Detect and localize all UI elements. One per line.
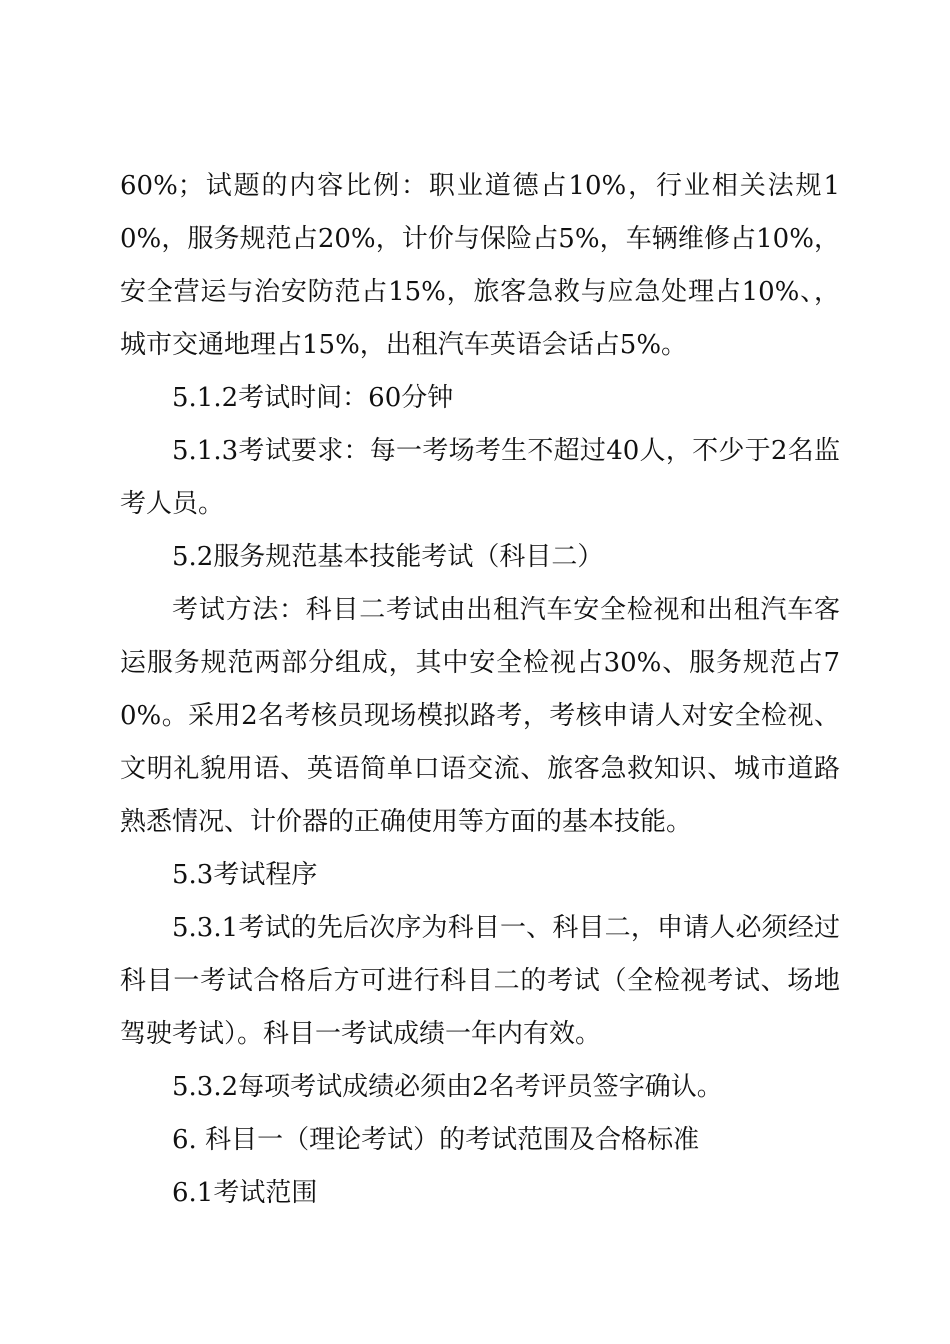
paragraph-exam-requirements: 5.1.3考试要求：每一考场考生不超过40人，不少于2名监考人员。 [120, 436, 840, 519]
heading-section-5-2: 5.2服务规范基本技能考试（科目二） [172, 542, 604, 572]
document-body [120, 160, 840, 1220]
paragraph-score-confirmation: 5.3.2每项考试成绩必须由2名考评员签字确认。 [172, 1072, 723, 1102]
paragraph-exam-content-ratio: 60%；试题的内容比例：职业道德占10%，行业相关法规10%，服务规范占20%，计价与保险占5%，车辆维修占10%，安全营运与治安防范占15%，旅客急救与应急处理占10%、，城市交通地理占15%，出租汽车英语会话占5%。 [120, 171, 840, 360]
paragraph-exam-time: 5.1.2考试时间：60分钟 [172, 383, 454, 413]
heading-section-5-3: 5.3考试程序 [172, 860, 318, 890]
heading-section-6-1: 6.1考试范围 [172, 1178, 318, 1208]
paragraph-exam-order: 5.3.1考试的先后次序为科目一、科目二，申请人必须经过科目一考试合格后方可进行科目二的考试（全检视考试、场地驾驶考试）。科目一考试成绩一年内有效。 [120, 913, 840, 1049]
heading-section-6: 6. 科目一（理论考试）的考试范围及合格标准 [172, 1125, 700, 1155]
paragraph-exam-method: 考试方法：科目二考试由出租汽车安全检视和出租汽车客运服务规范两部分组成，其中安全检视占30%、服务规范占70%。采用2名考核员现场模拟路考，考核申请人对安全检视、文明礼貌用语、英语简单口语交流、旅客急救知识、城市道路熟悉情况、计价器的正确使用等方面的基本技能。 [120, 595, 840, 837]
